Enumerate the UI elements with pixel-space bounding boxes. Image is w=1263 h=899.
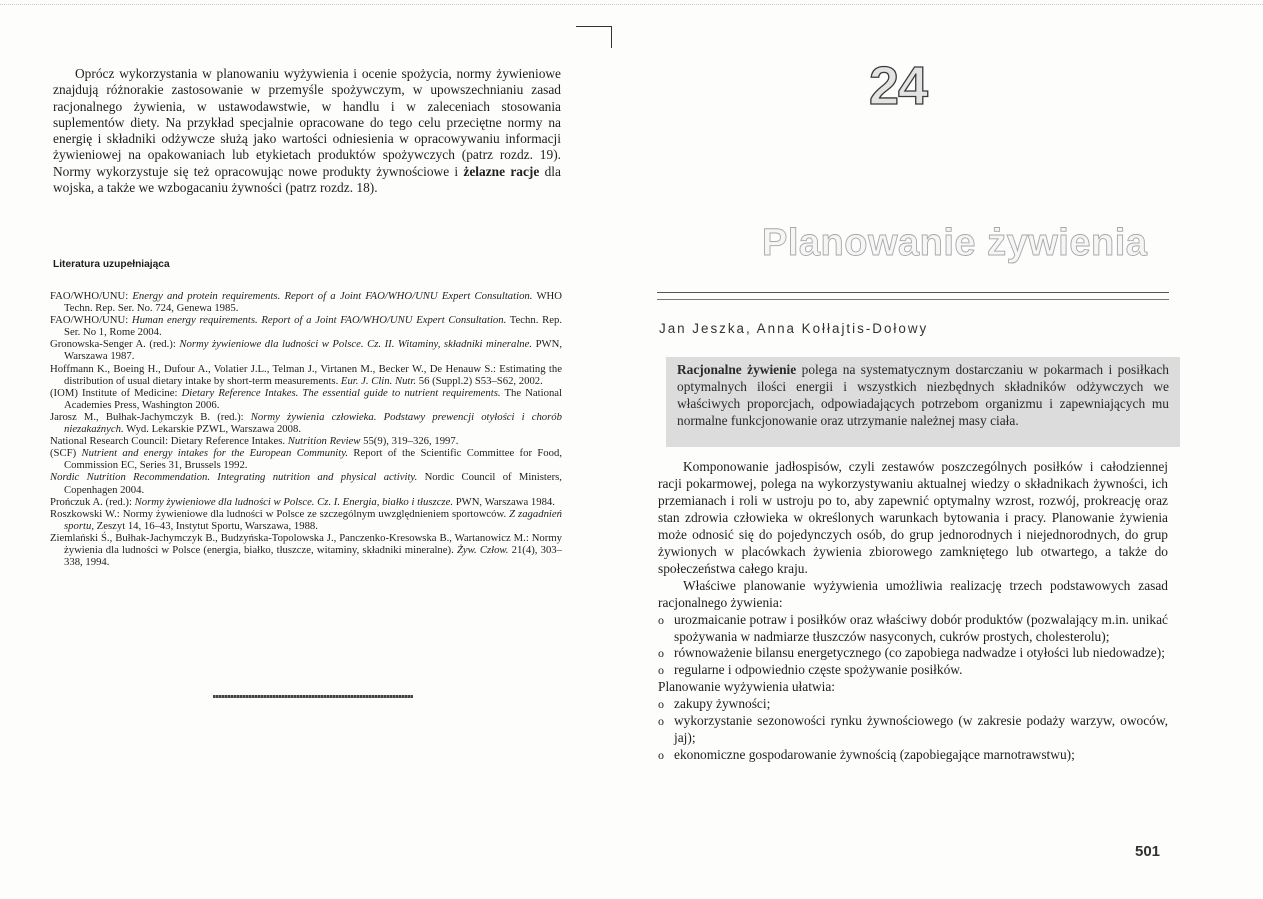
end-of-chapter-rule [213,695,413,698]
bullet-marker: o [658,646,664,661]
reference-item: Ziemlański Ś., Bułhak-Jachymczyk B., Budzyńska-Topolowska J., Panczenko-Kresowska B., Wartanowicz M.: Normy żywienia dla ludności w Polsce (energia, białko, tłuszcze, witaminy, składniki mineralne). Żyw. Człow. 21(4), 303–338, 1994. [50,531,562,569]
list-item: o regularne i odpowiednio częste spożywanie posiłków. [658,662,963,678]
chapter-title: Planowanie żywienia [762,222,1148,264]
reference-item: FAO/WHO/UNU: Energy and protein requirements. Report of a Joint FAO/WHO/UNU Expert Consultation. WHO Techn. Rep. Ser. No. 724, Genewa 1985. [50,290,562,315]
scan-top-edge [0,4,1263,6]
definition-box [677,361,1169,429]
page-number: 501 [1135,843,1161,860]
bullet-marker: o [658,663,664,678]
left-intro-paragraph [53,66,561,196]
literature-heading: Literatura uzupełniająca [53,259,170,270]
chapter-authors: Jan Jeszka, Anna Kołłajtis-Dołowy [659,321,929,336]
list-item: o urozmaicanie potraw i posiłków oraz właściwy dobór produktów (pozwalający m.in. unikać spożywania w nadmiarze tłuszczów nasyconych, cukrów prostych, cholesterolu); [658,611,1168,644]
reference-item: Jarosz M., Bułhak-Jachymczyk B. (red.): Normy żywienia człowieka. Podstawy prewencji otyłości i chorób niezakaźnych. Wyd. Lekarskie PZWL, Warszawa 2008. [50,410,562,436]
bullet-marker: o [658,714,664,729]
reference-item: Hoffmann K., Boeing H., Dufour A., Volatier J.L., Telman J., Virtanen M., Becker W., De Henauw S.: Estimating the distribution of usual dietary intake by short-term measurements. Eur. J. Clin. Nutr. 56 (Suppl.2) S53–S62, 2002. [50,362,562,387]
list-item: o ekonomiczne gospodarowanie żywnością (zapobiegające marnotrawstwu); [658,747,1075,763]
body-paragraph: Planowanie wyżywienia ułatwia: [658,679,836,695]
chapter-body [658,459,1168,764]
reference-item: FAO/WHO/UNU: Human energy requirements. Report of a Joint FAO/WHO/UNU Expert Consultation. Techn. Rep. Ser. No 1, Rome 2004. [50,314,562,339]
intro-text: Oprócz wykorzystania w planowaniu wyżywienia i ocenie spożycia, normy żywieniowe znajdują różnorakie zastosowanie w przemyśle spożywczym, w upowszechnianiu zasad racjonalnego żywienia, w ustawodawstwie, w handlu i w zaleceniach stosowania suplementów diety. Na przykład specjalnie opracowane do tego celu przeciętne normy na energię i składniki odżywcze służą jako wartości odniesienia w opracowywaniu informacji żywieniowej na opakowaniach lub etykietach produktów spożywczych (patrz rozdz. 19). Normy wykorzystuje się też opracowując nowe produkty żywnościowe i [53,66,561,179]
list-item: o równoważenie bilansu energetycznego (co zapobiega nadwadze i otyłości lub niedowadze); [658,645,1165,661]
spine-mark [576,26,612,27]
reference-item: Roszkowski W.: Normy żywieniowe dla ludności w Polsce ze szczególnym uwzględnieniem sportowców. Z zagadnień sportu, Zeszyt 14, 16–43, Instytut Sportu, Warszawa, 1988. [50,507,562,532]
bullet-marker: o [658,697,664,712]
title-rule [657,292,1169,300]
body-paragraph: Komponowanie jadłospisów, czyli zestawów poszczególnych posiłków i całodziennej racji pokarmowej, polega na wykorzystywaniu aktualnej wiedzy o składnikach żywności, ich przemianach i roli w ustroju po to, aby zapewnić optymalny wzrost, rozwój, prokreację oraz stan zdrowia człowieka w określonych warunkach bytowania i pracy. Planowanie żywienia może odnosić się do pojedynczych osób, do grup jednorodnych i niejednorodnych, do grup żywionych w placówkach żywienia zbiorowego zamkniętego lub otwartego, a także do społeczeństwa całego kraju. [658,459,1168,576]
reference-item: Gronowska-Senger A. (red.): Normy żywieniowe dla ludności w Polsce. Cz. II. Witaminy, składniki mineralne. PWN, Warszawa 1987. [50,338,563,363]
list-item: o wykorzystanie sezonowości rynku żywnościowego (w zakresie podaży warzyw, owoców, jaj); [658,713,1168,746]
intro-bold: żelazne racje [463,163,540,179]
reference-item: (IOM) Institute of Medicine: Dietary Reference Intakes. The essential guide to nutrient requirements. The National Academies Press, Washington 2006. [50,386,562,411]
body-paragraph: Właściwe planowanie wyżywienia umożliwia realizację trzech podstawowych zasad racjonalnego żywienia: [658,577,1168,610]
chapter-number: 24 [869,56,928,116]
list-item: o zakupy żywności; [658,696,771,712]
bullet-marker: o [658,612,664,627]
intro-text-end: dla wojska, a także we wzbogacaniu żywności (patrz rozdz. 18). [53,163,561,196]
reference-item: National Research Council: Dietary Reference Intakes. Nutrition Review 55(9), 319–326, 1997. [50,435,459,448]
reference-item: Prończuk A. (red.): Normy żywieniowe dla ludności w Polsce. Cz. I. Energia, białko i tłuszcze. PWN, Warszawa 1984. [50,495,555,508]
definition-text: polega na systematycznym dostarczaniu w pokarmach i posiłkach optymalnych ilości energii i wszystkich niezbędnych składników odżywczych we właściwych proporcjach, odpowiadających potrzebom organizmu i zapewniających mu normalne funkcjonowanie oraz utrzymanie należnej masy ciała. [677,362,1169,429]
reference-item: Nordic Nutrition Recommendation. Integrating nutrition and physical activity. Nordic Council of Ministers, Copenhagen 2004. [50,471,562,496]
reference-list [50,290,562,568]
bullet-marker: o [658,748,664,763]
definition-term: Racjonalne żywienie [677,362,797,377]
reference-item: (SCF) Nutrient and energy intakes for the European Community. Report of the Scientific Committee for Food, Commission EC, Series 31, Brussels 1992. [50,447,562,472]
